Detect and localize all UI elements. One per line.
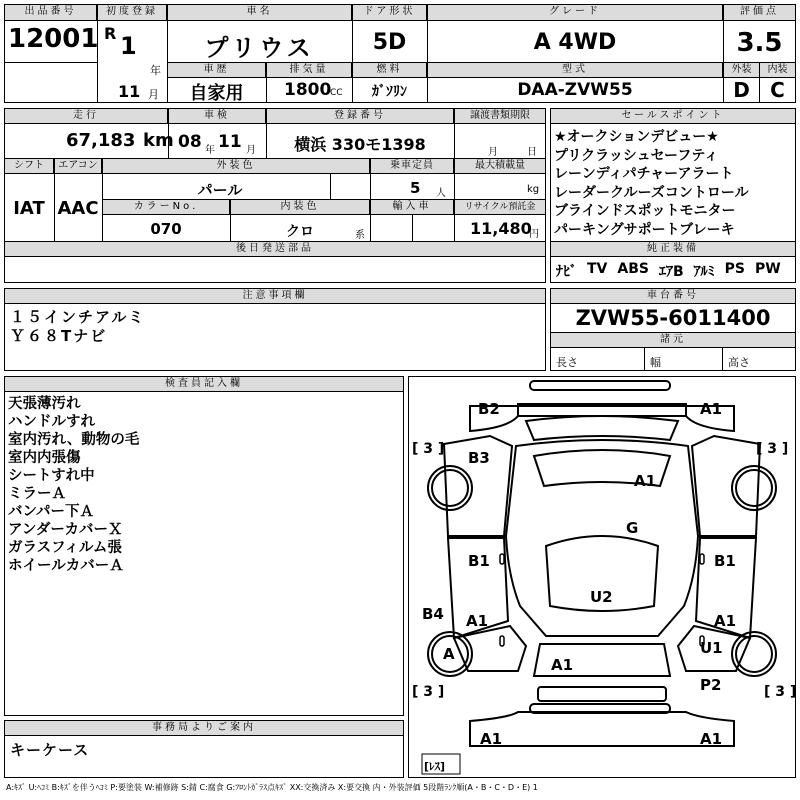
tire-mark: [ 3 ] [764,684,796,700]
sales-point: パーキングサポートブレーキ [554,221,735,238]
sales-point: レーンディパチャーアラート [554,166,734,182]
door-label: ドア形状 [352,4,427,21]
recycle-fee: 11,480 [470,219,532,238]
damage-mark: B2 [478,400,500,418]
shift-label: シフト [4,158,54,174]
displacement: 1800 [284,80,332,100]
divider [330,174,331,199]
spec-length: 長さ [556,356,578,369]
notes-label: 注意事項欄 [4,288,546,304]
recycle-label: リサイクル預託金 [454,199,546,215]
ac-label: エアコン [54,158,102,174]
notes-list [10,308,145,346]
interior-color-unit: 系 [355,230,365,241]
damage-mark: U1 [700,639,723,657]
office-note: キーケース [10,741,90,759]
capacity: 5 [410,179,421,197]
damage-mark: B1 [468,552,490,570]
inspection-month: 11 [218,132,242,152]
grade-label: グレード [427,4,723,21]
spec-width: 幅 [650,356,661,369]
damage-mark: A1 [466,612,489,630]
inspection-label: 車検 [168,108,266,124]
damage-mark: A1 [480,730,503,748]
first-reg-year: 1 [120,32,137,60]
interior-score: C [770,78,785,102]
inspector-line: 室内内張傷 [8,450,81,466]
damage-mark: A1 [700,400,723,418]
load-label: 最大積載量 [454,158,546,174]
lot-label: 出品番号 [4,4,97,21]
inspector-line: ハンドルすれ [8,414,95,430]
history: 自家用 [189,83,244,104]
transfer-day: 日 [527,147,537,158]
score-label: 評価点 [723,4,796,21]
interior-color: クロ [286,224,314,240]
first-reg-label: 初度登録 [97,4,167,21]
car-diagram [408,376,796,778]
transfer-month: 月 [488,147,498,158]
first-reg-month: 11 [118,82,141,101]
load-unit: kg [527,184,540,195]
damage-mark: A1 [551,656,574,674]
sales-point: プリクラッシュセーフティ [554,147,719,164]
ac: AAC [57,198,99,219]
score: 3.5 [736,28,783,58]
inspector-line: ミラーＡ [8,486,66,502]
inspector-line: ホイールカバーＡ [8,558,124,574]
capacity-label: 乗車定員 [370,158,454,174]
equipment-item: ABS [617,261,649,277]
interior-label: 内装 [759,62,796,78]
chassis-number: ZVW55-6011400 [575,306,771,330]
note-line: Ｙ６８Tナビ [10,327,108,345]
inspection-year-unit: 年 [205,145,215,156]
equipment-item: PS [724,261,745,277]
month-unit: 月 [148,88,159,101]
sales-points-list [554,128,749,239]
car-name: プリウス [204,34,315,62]
damage-mark: A1 [714,612,737,630]
equipment-item: ｴｱB [658,264,684,280]
fuel: ｶﾞｿﾘﾝ [372,84,407,100]
lot-number: 12001 [8,24,98,54]
damage-mark: B4 [422,605,444,623]
color-label: 外装色 [102,158,370,174]
damage-mark: B3 [468,449,490,467]
color-number: 070 [150,220,182,238]
inspector-label: 検査員記入欄 [4,376,404,392]
mileage: 67,183 [66,130,136,151]
fuel-label: 燃料 [352,62,427,78]
year-unit: 年 [150,64,161,77]
inspection-year: 08 [178,132,202,152]
spec-height: 高さ [728,356,750,369]
model-label: 型式 [427,62,723,78]
sales-point: ★オークションデビュー★ [554,129,719,145]
divider [722,348,723,371]
inspector-line: 室内汚れ、動物の毛 [8,432,140,448]
interior-color-label: 内装色 [230,199,370,215]
sales-points-label: セールスポイント [550,108,796,124]
damage-mark: A1 [700,730,723,748]
plate-label: 登録番号 [266,108,454,124]
mileage-label: 走行 [4,108,168,124]
exterior-label: 外装 [723,62,760,78]
equipment-item: PW [755,261,781,277]
inspector-notes [8,395,139,575]
door-type: 5D [372,30,407,55]
office-label: 事務局よりご案内 [4,720,404,736]
era: R [104,24,117,43]
displacement-label: 排気量 [266,62,352,78]
divider [4,62,97,63]
tire-mark: [ 3 ] [756,441,789,457]
damage-mark: A1 [634,472,657,490]
specs-label: 諸元 [550,332,796,348]
history-label: 車歴 [167,62,266,78]
equipment-item: ﾅﾋﾞ [556,264,577,280]
tire-mark: [ 3 ] [412,441,445,457]
capacity-unit: 人 [436,188,446,199]
inspector-line: ガラスフィルム張 [8,540,122,556]
color-no-label: カラーNo. [102,199,230,215]
import-label: 輸入車 [370,199,454,215]
recycle-unit: 円 [529,229,539,240]
later-parts-label: 後日発送部品 [4,241,546,257]
equipment-item: TV [587,261,608,277]
inspector-line: 天張薄汚れ [8,396,81,412]
inspection-month-unit: 月 [246,145,256,156]
shift: IAT [13,198,45,219]
exterior-score: D [733,78,750,102]
grade: A 4WD [533,30,617,55]
equipment-label: 純正装備 [550,241,796,257]
inspector-line: アンダーカバーＸ [8,522,123,538]
cc-unit: CC [330,88,343,98]
plate-number: 横浜 330モ1398 [294,135,426,154]
equipment-item: ｱﾙﾐ [693,264,715,280]
damage-mark: B1 [714,552,736,570]
inspector-line: シートすれ中 [8,468,95,484]
spare-tire-mark: [ﾚｽ] [424,760,446,773]
model: DAA-ZVW55 [517,80,633,100]
chassis-label: 車台番号 [550,288,796,304]
damage-mark: P2 [700,676,722,694]
divider [412,215,413,241]
tire-mark: [ 3 ] [412,684,445,700]
km-unit: km [143,130,174,151]
transfer-label: 譲渡書類期限 [454,108,546,124]
sales-point: ブラインドスポットモニター [554,203,736,219]
car-name-label: 車名 [167,4,352,21]
inspector-line: バンパー下Ａ [8,504,94,520]
divider [644,348,645,371]
damage-mark: A [443,645,455,663]
exterior-color: パール [197,181,243,199]
sales-point: レーダークルーズコントロール [554,184,749,201]
note-line: １５インチアルミ [10,308,146,326]
legend: A:ｷｽﾞ U:ﾍｺﾐ B:ｷｽﾞを伴うﾍｺﾐ P:要塗装 W:補修跡 S:錆 C:腐食 G:ﾌﾛﾝﾄｶﾞﾗｽ点ｷｽﾞ XX:交換済み X:要交換 内・外装評価 5段階ﾗﾝｸ順(A・B・C・D・E) 1 [6,783,538,792]
damage-mark: G [626,519,639,537]
damage-mark: U2 [590,588,613,606]
equipment-list [556,261,796,281]
